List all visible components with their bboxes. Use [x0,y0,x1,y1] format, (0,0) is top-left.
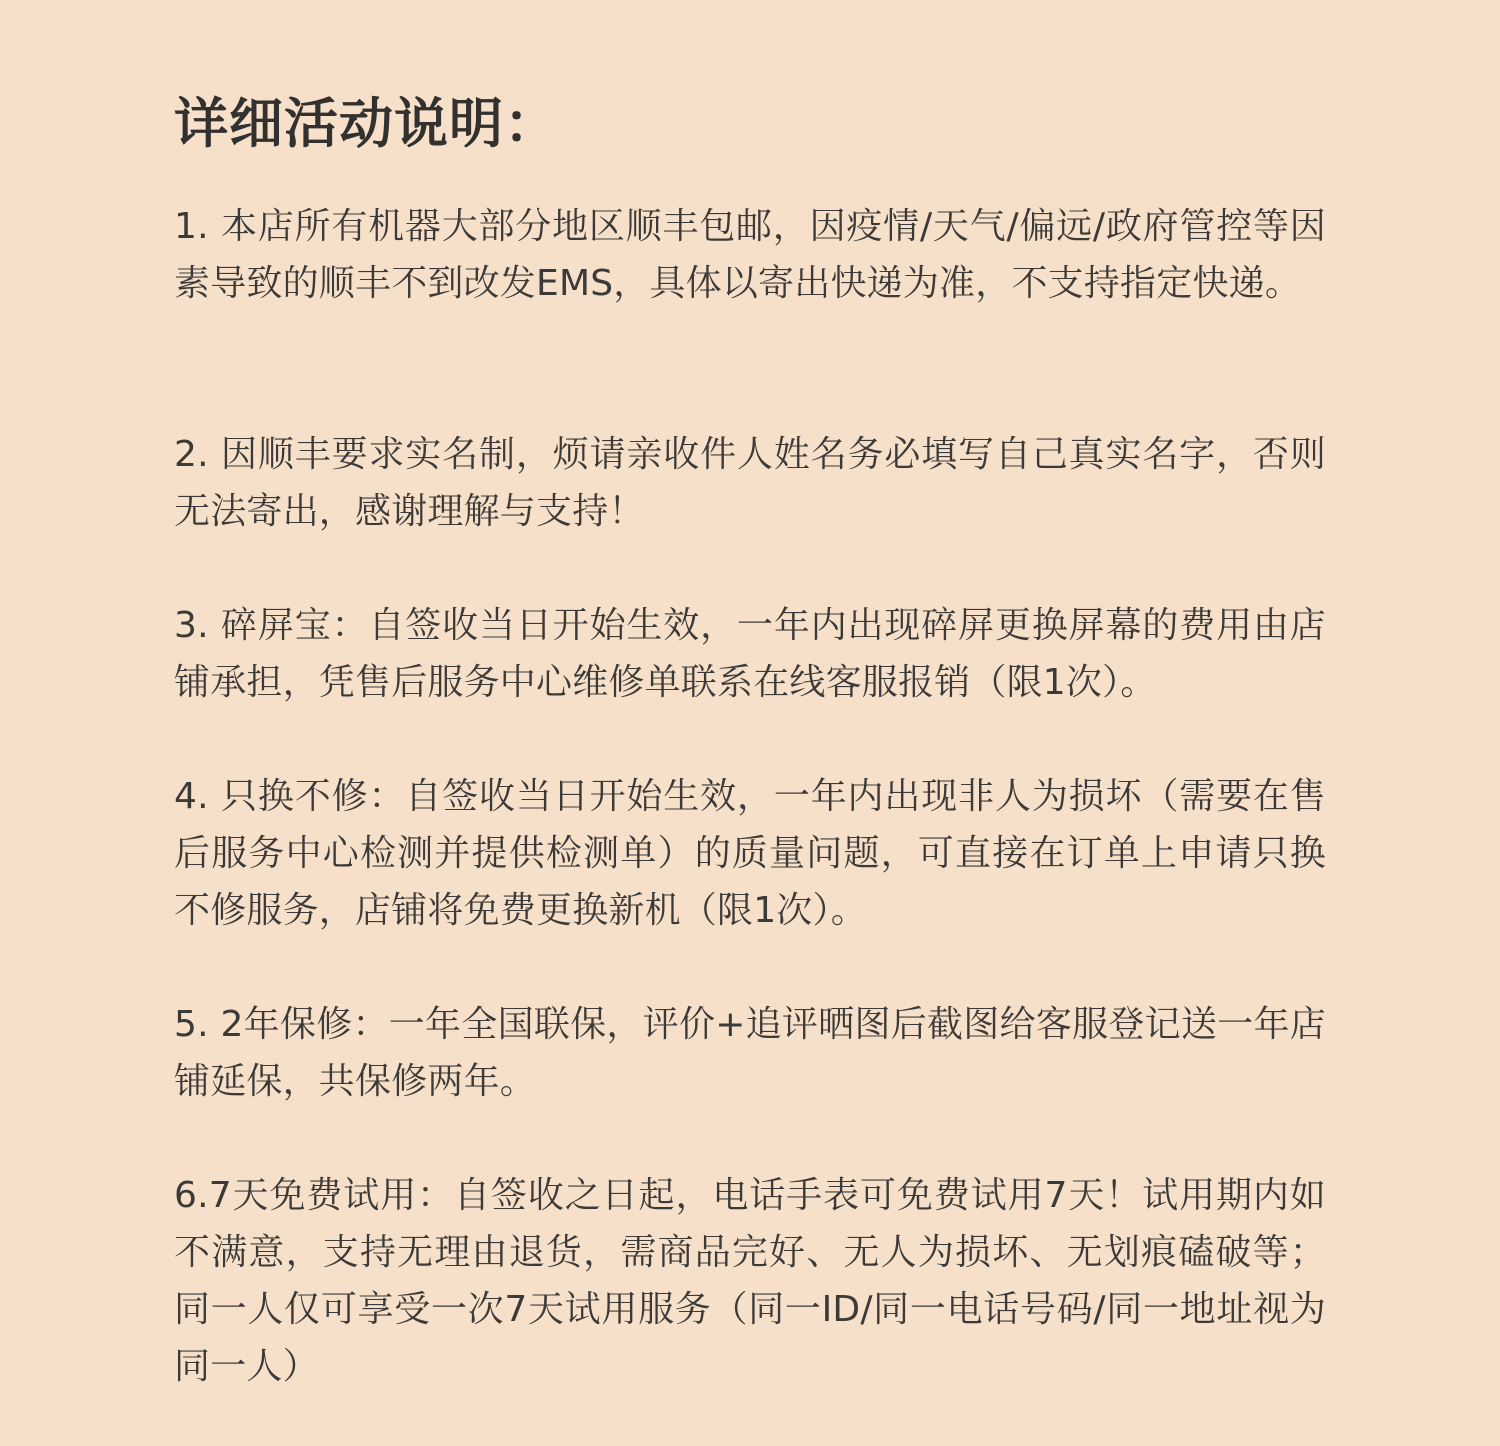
list-item: 4. 只换不修：自签收当日开始生效，一年内出现非人为损坏（需要在售后服务中心检测并提供检测单）的质量问题，可直接在订单上申请只换不修服务，店铺将免费更换新机（限1次）。 [174,776,1326,931]
page-title: 详细活动说明： [174,92,559,155]
list-item: 5. 2年保修：一年全国联保，评价+追评晒图后截图给客服登记送一年店铺延保，共保修两年。 [174,1004,1326,1102]
list-item: 1. 本店所有机器大部分地区顺丰包邮，因疫情/天气/偏远/政府管控等因素导致的顺丰不到改发EMS，具体以寄出快递为准，不支持指定快递。 [174,206,1326,304]
list-item: 2. 因顺丰要求实名制，烦请亲收件人姓名务必填写自己真实名字，否则无法寄出，感谢理解与支持！ [174,434,1326,532]
list-item: 6.7天免费试用：自签收之日起，电话手表可免费试用7天！试用期内如不满意，支持无理由退货，需商品完好、无人为损坏、无划痕磕破等；同一人仅可享受一次7天试用服务（同一ID/同一电话号码/同一地址视为同一人） [174,1175,1326,1387]
list-item: 3. 碎屏宝：自签收当日开始生效，一年内出现碎屏更换屏幕的费用由店铺承担，凭售后服务中心维修单联系在线客服报销（限1次）。 [174,605,1326,703]
